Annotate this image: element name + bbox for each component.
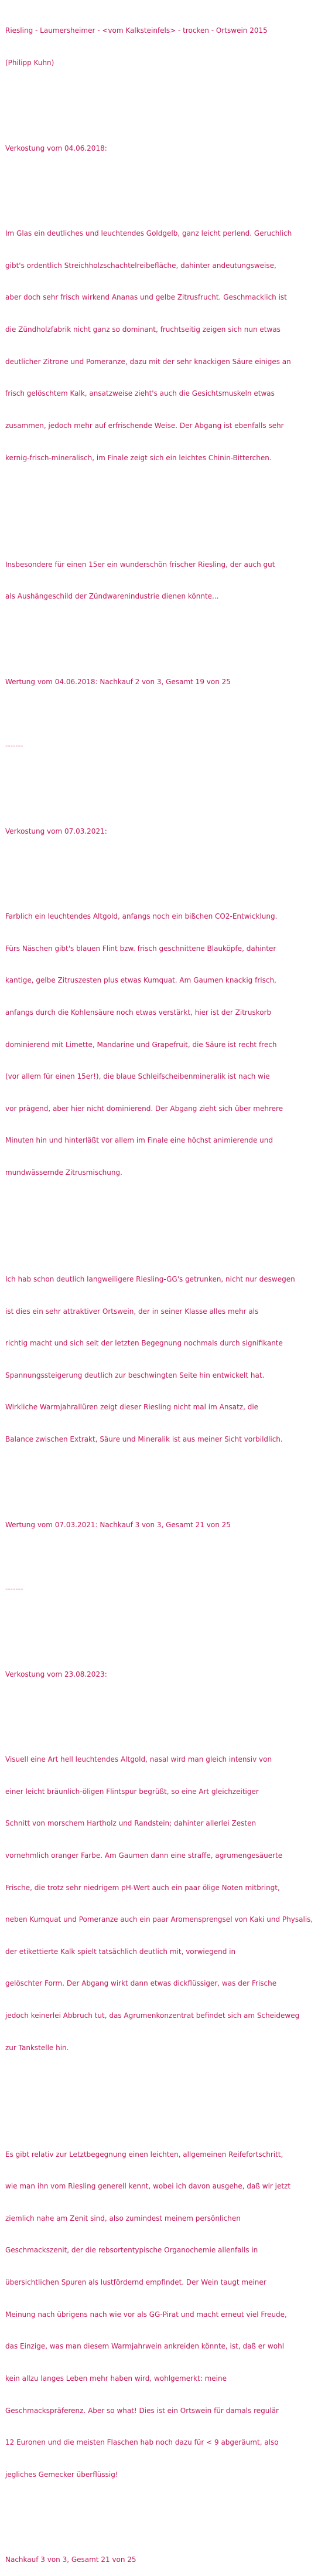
text-line: einer leicht bräunlich-öligen Flintspur begrüßt, so eine Art gleichzeitiger bbox=[5, 1787, 259, 1796]
text-line: anfangs durch die Kohlensäure noch etwas verstärkt, hier ist der Zitruskorb bbox=[5, 1008, 272, 1017]
tasting-heading: Verkostung vom 04.06.2018: bbox=[5, 144, 107, 152]
tasting-paragraph bbox=[5, 890, 313, 1199]
text-line: als Aushängeschild der Zündwarenindustrie dienen könnte... bbox=[5, 592, 219, 601]
text-line: jegliches Gemecker überflüssig! bbox=[5, 2470, 118, 2479]
text-line: zusammen, jedoch mehr auf erfrischende Weise. Der Abgang ist ebenfalls sehr bbox=[5, 421, 284, 430]
text-line: kantige, gelbe Zitruszesten plus etwas Kumquat. Am Gaumen knackig frisch, bbox=[5, 976, 276, 985]
text-line: ziemlich nahe am Zenit sind, also zumindest meinem persönlichen bbox=[5, 2214, 241, 2222]
text-line: dominierend mit Limette, Mandarine und Grapefruit, die Säure ist recht frech bbox=[5, 1040, 277, 1049]
text-line: frisch gelöschtem Kalk, ansatzweise zieht's auch die Gesichtsmuskeln etwas bbox=[5, 389, 275, 398]
text-line: der etikettierte Kalk spielt tatsächlich deutlich mit, vorwiegend in bbox=[5, 1947, 236, 1956]
text-line: Geschmackszenit, der die rebsortentypische Organochemie allenfalls in bbox=[5, 2246, 258, 2255]
text-line: Farblich ein leuchtendes Altgold, anfangs noch ein bißchen CO2-Entwicklung. bbox=[5, 912, 278, 921]
text-line: Frische, die trotz sehr niedrigem pH-Wert auch ein paar ölige Noten mitbringt, bbox=[5, 1883, 280, 1892]
text-line: kernig-frisch-mineralisch, im Finale zeigt sich ein leichtes Chinin-Bitterchen. bbox=[5, 453, 272, 462]
text-line: Im Glas ein deutliches und leuchtendes Goldgelb, ganz leicht perlend. Geruchlich bbox=[5, 229, 292, 238]
text-line: vor prägend, aber hier nicht dominierend. Der Abgang zieht sich über mehrere bbox=[5, 1104, 283, 1113]
text-line: aber doch sehr frisch wirkend Ananas und gelbe Zitrusfrucht. Geschmacklich ist bbox=[5, 293, 287, 302]
text-line: vornehmlich oranger Farbe. Am Gaumen dann eine straffe, agrumengesäuerte bbox=[5, 1851, 283, 1860]
text-line: Minuten hin und hinterläßt vor allem im Finale eine höchst animierende und bbox=[5, 1136, 273, 1145]
text-line: übersichtlichen Spuren als lustfördernd empfindet. Der Wein taugt meiner bbox=[5, 2278, 266, 2287]
text-line: Meinung nach übrigens nach wie vor als GG-Pirat und macht erneut viel Freude, bbox=[5, 2310, 287, 2319]
section-separator: ------- bbox=[5, 741, 23, 750]
text-line: das Einzige, was man diesem Warmjahrwein ankreiden könnte, ist, daß er wohl bbox=[5, 2342, 285, 2351]
text-line: kein allzu langes Leben mehr haben wird, wohlgemerkt: meine bbox=[5, 2374, 227, 2383]
text-line: Schnitt von morschem Hartholz und Randstein; dahinter allerlei Zesten bbox=[5, 1819, 257, 1828]
text-line: mundwässernde Zitrusmischung. bbox=[5, 1168, 122, 1177]
tasting-paragraph bbox=[5, 1733, 313, 2075]
text-line: Balance zwischen Extrakt, Säure und Mineralik ist aus meiner Sicht vorbildlich. bbox=[5, 1435, 283, 1444]
text-line: (vor allem für einen 15er!), die blaue Schleifscheibenmineralik ist nach wie bbox=[5, 1072, 270, 1081]
text-line: Insbesondere für einen 15er ein wunderschön frischer Riesling, der auch gut bbox=[5, 560, 275, 569]
tasting-rating: Wertung vom 04.06.2018: Nachkauf 2 von 3, Gesamt 19 von 25 bbox=[5, 677, 231, 686]
tasting-paragraph bbox=[5, 1253, 313, 1466]
text-line: Ich hab schon deutlich langweiligere Riesling-GG's getrunken, nicht nur deswegen bbox=[5, 1275, 295, 1284]
wine-title: Riesling - Laumersheimer - <vom Kalksteinfels> - trocken - Ortswein 2015 bbox=[5, 26, 268, 35]
text-line: Visuell eine Art hell leuchtendes Altgold, nasal wird man gleich intensiv von bbox=[5, 1755, 272, 1764]
text-line: Es gibt relativ zur Letztbegegnung einen leichten, allgemeinen Reifefortschritt, bbox=[5, 2150, 283, 2159]
text-line: gelöschter Form. Der Abgang wirkt dann etwas dickflüssiger, was der Frische bbox=[5, 1979, 277, 1988]
text-line: deutlicher Zitrone und Pomeranze, dazu mit der sehr knackigen Säure einiges an bbox=[5, 357, 291, 366]
tasting-rating: Nachkauf 3 von 3, Gesamt 21 von 25 bbox=[5, 2555, 136, 2564]
tasting-paragraph bbox=[5, 2128, 313, 2501]
text-line: wie man ihn vom Riesling generell kennt, wobei ich davon ausgehe, daß wir jetzt bbox=[5, 2182, 291, 2191]
tasting-rating: Wertung vom 07.03.2021: Nachkauf 3 von 3, Gesamt 21 von 25 bbox=[5, 1520, 231, 1529]
text-line: 12 Euronen und die meisten Flaschen hab noch dazu für < 9 abgeräumt, also bbox=[5, 2438, 279, 2447]
text-line: Wirkliche Warmjahrallüren zeigt dieser Riesling nicht mal im Ansatz, die bbox=[5, 1403, 259, 1412]
text-line: richtig macht und sich seit der letzten Begegnung nochmals durch signifikante bbox=[5, 1339, 283, 1348]
text-line: gibt's ordentlich Streichholzschachtelreibefläche, dahinter andeutungsweise, bbox=[5, 261, 276, 270]
text-line: neben Kumquat und Pomeranze auch ein paar Aromensprengsel von Kaki und Physalis, bbox=[5, 1915, 313, 1924]
text-line: zur Tankstelle hin. bbox=[5, 2043, 69, 2052]
tasting-heading: Verkostung vom 07.03.2021: bbox=[5, 827, 107, 835]
tasting-paragraph bbox=[5, 207, 313, 484]
text-line: die Zündholzfabrik nicht ganz so dominant, fruchtseitig zeigen sich nun etwas bbox=[5, 325, 281, 334]
text-line: Geschmackspräferenz. Aber so what! Dies ist ein Ortswein für damals regulär bbox=[5, 2406, 279, 2415]
text-line: Fürs Näschen gibt's blauen Flint bzw. frisch geschnittene Blauköpfe, dahinter bbox=[5, 944, 276, 953]
producer-name: (Philipp Kuhn) bbox=[5, 59, 54, 67]
section-separator: ------- bbox=[5, 1584, 23, 1593]
text-line: jedoch keinerlei Abbruch tut, das Agrumenkonzentrat befindet sich am Scheideweg bbox=[5, 2011, 300, 2020]
tasting-paragraph bbox=[5, 538, 313, 623]
text-line: Spannungssteigerung deutlich zur beschwingten Seite hin entwickelt hat. bbox=[5, 1371, 265, 1379]
tasting-heading: Verkostung vom 23.08.2023: bbox=[5, 1670, 107, 1678]
text-line: ist dies ein sehr attraktiver Ortswein, der in seiner Klasse alles mehr als bbox=[5, 1307, 259, 1316]
